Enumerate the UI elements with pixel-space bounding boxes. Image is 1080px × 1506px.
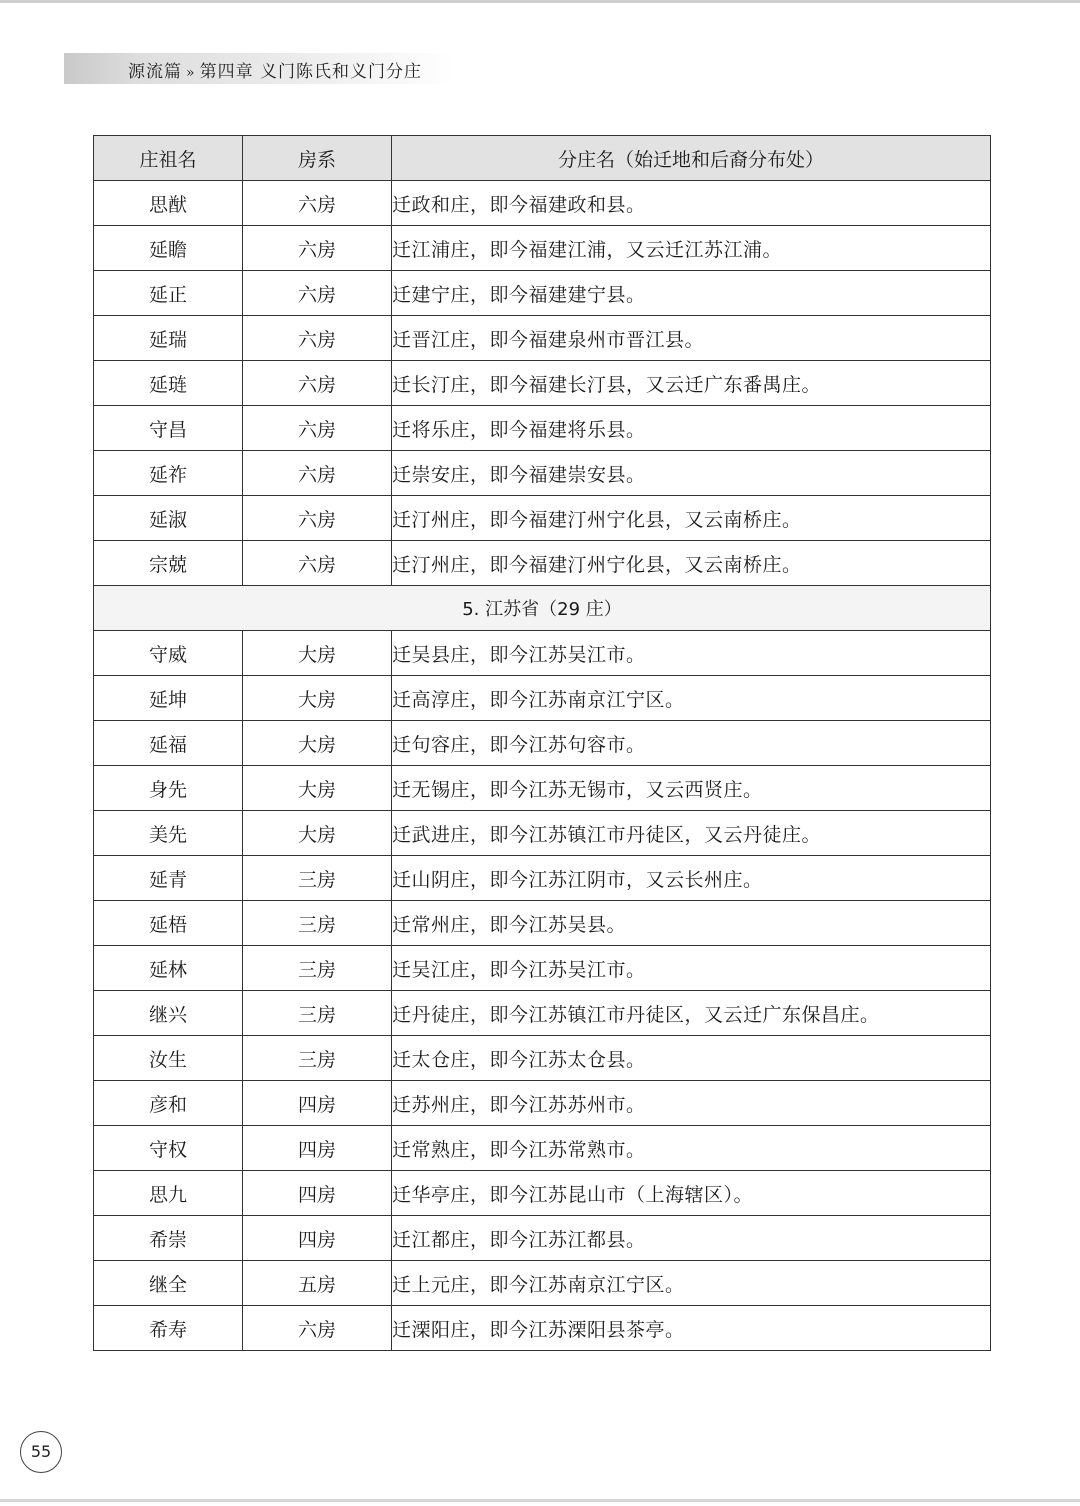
cell-location: 迁常州庄，即今江苏吴县。 [392,901,991,946]
cell-branch: 三房 [243,901,392,946]
cell-branch: 三房 [243,946,392,991]
cell-ancestor-name: 汝生 [94,1036,243,1081]
table-row [94,1171,991,1216]
table-row [94,901,991,946]
cell-location: 迁武进庄，即今江苏镇江市丹徒区，又云丹徒庄。 [392,811,991,856]
branch-table [93,135,991,1351]
table-row [94,1081,991,1126]
cell-location: 迁太仓庄，即今江苏太仓县。 [392,1036,991,1081]
table-row [94,721,991,766]
cell-branch: 六房 [243,406,392,451]
cell-branch: 六房 [243,541,392,586]
header-separator: » [186,65,196,81]
table-row [94,1306,991,1351]
table-row [94,361,991,406]
section-row [94,586,991,631]
table-header-row [94,136,991,181]
cell-location: 迁吴江庄，即今江苏吴江市。 [392,946,991,991]
cell-location: 迁华亭庄，即今江苏昆山市（上海辖区）。 [392,1171,991,1216]
table-row [94,541,991,586]
cell-ancestor-name: 延祚 [94,451,243,496]
cell-location: 迁将乐庄，即今福建将乐县。 [392,406,991,451]
table-row [94,406,991,451]
table-row [94,1126,991,1171]
cell-branch: 大房 [243,631,392,676]
cell-location: 迁高淳庄，即今江苏南京江宁区。 [392,676,991,721]
cell-location: 迁长汀庄，即今福建长汀县，又云迁广东番禺庄。 [392,361,991,406]
cell-location: 迁江浦庄，即今福建江浦，又云迁江苏江浦。 [392,226,991,271]
cell-branch: 大房 [243,811,392,856]
cell-ancestor-name: 思猷 [94,181,243,226]
header-part: 源流篇 [128,62,182,82]
cell-ancestor-name: 延淑 [94,496,243,541]
cell-ancestor-name: 延瑞 [94,316,243,361]
cell-ancestor-name: 希崇 [94,1216,243,1261]
cell-location: 迁溧阳庄，即今江苏溧阳县茶亭。 [392,1306,991,1351]
cell-ancestor-name: 延福 [94,721,243,766]
cell-branch: 六房 [243,451,392,496]
table-row [94,496,991,541]
cell-location: 迁江都庄，即今江苏江都县。 [392,1216,991,1261]
cell-ancestor-name: 延瞻 [94,226,243,271]
cell-ancestor-name: 延正 [94,271,243,316]
cell-branch: 六房 [243,181,392,226]
cell-location: 迁上元庄，即今江苏南京江宁区。 [392,1261,991,1306]
cell-ancestor-name: 继兴 [94,991,243,1036]
cell-branch: 六房 [243,316,392,361]
section-heading: 5. 江苏省（29 庄） [94,586,991,631]
cell-location: 迁建宁庄，即今福建建宁县。 [392,271,991,316]
cell-location: 迁山阴庄，即今江苏江阴市，又云长州庄。 [392,856,991,901]
cell-branch: 四房 [243,1126,392,1171]
table-row [94,181,991,226]
cell-ancestor-name: 美先 [94,811,243,856]
cell-location: 迁无锡庄，即今江苏无锡市，又云西贤庄。 [392,766,991,811]
table-row [94,856,991,901]
table-row [94,316,991,361]
table-row [94,676,991,721]
bottom-rule [0,1499,1080,1502]
column-header-ancestor: 庄祖名 [94,136,243,181]
table-row [94,766,991,811]
cell-branch: 五房 [243,1261,392,1306]
cell-branch: 四房 [243,1216,392,1261]
table-row [94,271,991,316]
cell-branch: 大房 [243,676,392,721]
cell-location: 迁晋江庄，即今福建泉州市晋江县。 [392,316,991,361]
page-number: 55 [20,1431,62,1473]
cell-location: 迁崇安庄，即今福建崇安县。 [392,451,991,496]
cell-location: 迁苏州庄，即今江苏苏州市。 [392,1081,991,1126]
cell-location: 迁常熟庄，即今江苏常熟市。 [392,1126,991,1171]
table-row [94,631,991,676]
cell-ancestor-name: 身先 [94,766,243,811]
running-header [128,57,422,82]
table-row [94,1261,991,1306]
top-rule [0,0,1080,3]
cell-ancestor-name: 延青 [94,856,243,901]
cell-ancestor-name: 延林 [94,946,243,991]
cell-ancestor-name: 彦和 [94,1081,243,1126]
cell-branch: 六房 [243,361,392,406]
table-row [94,811,991,856]
cell-branch: 六房 [243,1306,392,1351]
cell-ancestor-name: 延坤 [94,676,243,721]
cell-ancestor-name: 守权 [94,1126,243,1171]
cell-branch: 六房 [243,226,392,271]
cell-branch: 四房 [243,1081,392,1126]
cell-location: 迁政和庄，即今福建政和县。 [392,181,991,226]
cell-location: 迁丹徒庄，即今江苏镇江市丹徒区，又云迁广东保昌庄。 [392,991,991,1036]
cell-ancestor-name: 思九 [94,1171,243,1216]
cell-ancestor-name: 守威 [94,631,243,676]
column-header-branch: 房系 [243,136,392,181]
table-row [94,991,991,1036]
header-chapter: 第四章 义门陈氏和义门分庄 [199,62,422,82]
cell-location: 迁汀州庄，即今福建汀州宁化县，又云南桥庄。 [392,541,991,586]
cell-ancestor-name: 继全 [94,1261,243,1306]
table-row [94,946,991,991]
table-row [94,1036,991,1081]
table-row [94,226,991,271]
cell-location: 迁句容庄，即今江苏句容市。 [392,721,991,766]
cell-branch: 六房 [243,271,392,316]
cell-branch: 大房 [243,721,392,766]
cell-location: 迁吴县庄，即今江苏吴江市。 [392,631,991,676]
table-row [94,1216,991,1261]
cell-location: 迁汀州庄，即今福建汀州宁化县，又云南桥庄。 [392,496,991,541]
column-header-location: 分庄名（始迁地和后裔分布处） [392,136,991,181]
table-row [94,451,991,496]
cell-ancestor-name: 延梧 [94,901,243,946]
cell-ancestor-name: 延琏 [94,361,243,406]
cell-branch: 六房 [243,496,392,541]
cell-ancestor-name: 希寿 [94,1306,243,1351]
cell-branch: 三房 [243,856,392,901]
cell-ancestor-name: 守昌 [94,406,243,451]
cell-ancestor-name: 宗兢 [94,541,243,586]
cell-branch: 三房 [243,1036,392,1081]
cell-branch: 三房 [243,991,392,1036]
cell-branch: 四房 [243,1171,392,1216]
cell-branch: 大房 [243,766,392,811]
